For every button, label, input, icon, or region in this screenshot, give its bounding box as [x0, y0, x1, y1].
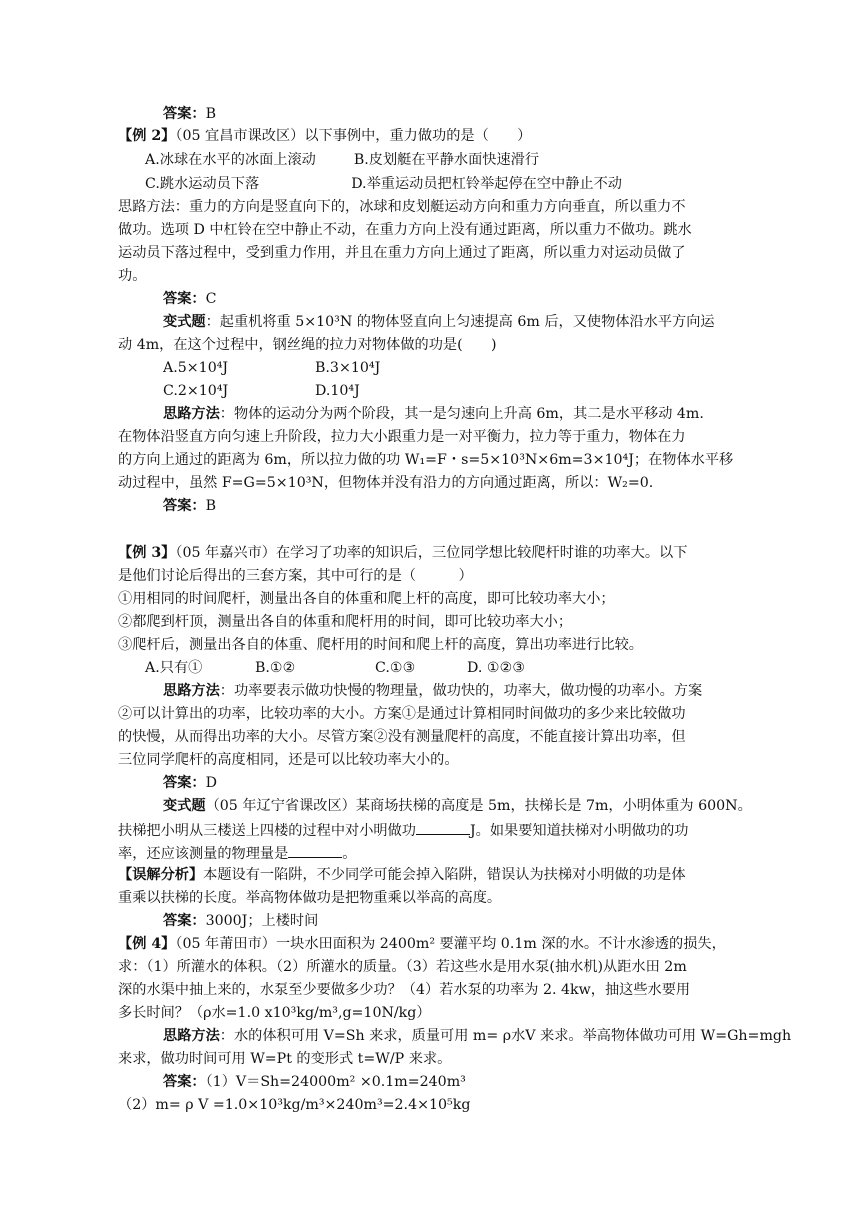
question-text: （05 年莆田市）一块水田面积为 2400m² 要灌平均 0.1m 深的水。不计水渗透的损失， — [175, 936, 726, 952]
question-text-part: J。如果要知道扶梯对小明做功的功 — [469, 823, 689, 839]
example-2-question — [118, 127, 531, 145]
question-text: ：起重机将重 5×10³N 的物体竖直向上匀速提高 6m 后，又使物体沿水平方向运 — [205, 314, 715, 330]
blank-quantity — [288, 843, 342, 858]
think-label: 思路方法 — [163, 683, 220, 699]
option-a: A.只有① — [145, 660, 203, 676]
think-label: 思路方法 — [163, 406, 220, 422]
mistake-text: 重乘以扶梯的长度。举高物体做功是把物重乘以举高的高度。 — [118, 890, 502, 906]
explanation-text: ：水的体积可用 V=Sh 来求，质量可用 m= ρ水V 来求。举高物体做功可用 W=Gh=mgh — [219, 1028, 792, 1044]
variant-label: 变式题 — [163, 314, 206, 330]
answer-line — [163, 1073, 466, 1091]
answer-line — [163, 774, 217, 792]
variant-label: 变式题 — [163, 798, 206, 814]
explanation-line: 在物体沿竖直方向匀速上升阶段，拉力大小跟重力是一对平衡力，拉力等于重力，物体在力 — [118, 429, 686, 445]
explanation-line: 动过程中，虽然 F=G=5×10³N，但物体并没有沿力的方向通过距离，所以：W₂=0. — [118, 475, 654, 491]
option-a: A.5×10⁴J — [163, 360, 229, 376]
example-4-question — [118, 935, 726, 953]
option-line — [145, 175, 622, 193]
option-b: B.①② — [255, 660, 296, 676]
answer-value: B — [205, 498, 217, 514]
answer-line — [163, 105, 216, 123]
question-text: 动 4m，在这个过程中，钢丝绳的拉力对物体做的功是( ) — [118, 337, 497, 353]
think-label: 思路方法 — [163, 1028, 220, 1044]
option-c: C.跳水运动员下落 — [145, 176, 260, 192]
answer-value: D — [205, 775, 217, 791]
option-c: C.2×10⁴J — [163, 383, 229, 399]
explanation-line — [163, 1027, 791, 1045]
answer-line — [163, 497, 216, 515]
option-c: C.①③ — [375, 660, 416, 676]
option-d: D. ①②③ — [467, 660, 526, 676]
explanation-line: 的快慢，从而得出功率的大小。尽管方案②没有测量爬杆的高度，不能直接计算出功率，但 — [118, 729, 686, 745]
option-line — [145, 659, 525, 677]
question-text-part: 扶梯把小明从三楼送上四楼的过程中对小明做功 — [118, 823, 416, 839]
option-b: B.皮划艇在平静水面快速滑行 — [353, 152, 540, 168]
option-d: D.举重运动员把杠铃举起停在空中静止不动 — [351, 176, 622, 192]
mistake-label: 【误解分析】 — [118, 867, 204, 883]
variant-question — [163, 313, 715, 331]
explanation-line: 运动员下落过程中，受到重力作用，并且在重力方向上通过了距离，所以重力对运动员做了 — [118, 245, 686, 261]
explanation-line: 的方向上通过的距离为 6m，所以拉力做的功 W₁=F・s=5×10³N×6m=3×10⁴J；在物体水平移 — [118, 452, 734, 468]
explanation-line: 三位同学爬杆的高度相同，还是可以比较功率大小的。 — [118, 752, 459, 768]
answer-line — [163, 290, 216, 308]
option-line — [163, 359, 380, 377]
mistake-analysis — [118, 866, 686, 884]
example-label: 【例 2】 — [118, 128, 176, 144]
answer-value: B — [205, 106, 217, 122]
question-text: （05 宜昌市课改区）以下事例中，重力做功的是（ ） — [175, 128, 532, 144]
answer-label: 答案： — [163, 498, 206, 514]
example-3-question — [118, 544, 687, 562]
mistake-text: 本题设有一陷阱，不少同学可能会掉入陷阱，错误认为扶梯对小明做的功是体 — [203, 867, 686, 883]
answer-label: 答案： — [163, 913, 206, 929]
answer-value: 3000J；上楼时间 — [205, 913, 319, 929]
question-text: （05 年辽宁省课改区）某商场扶梯的高度是 5m，扶梯长是 7m，小明体重为 600N。 — [205, 798, 752, 814]
example-label: 【例 4】 — [118, 936, 176, 952]
option-line — [145, 151, 539, 169]
option-a: A.冰球在水平的冰面上滚动 — [145, 152, 316, 168]
explanation-line: 思路方法：重力的方向是竖直向下的，冰球和皮划艇运动方向和重力方向垂直，所以重力不 — [118, 199, 686, 215]
plan-1: ①用相同的时间爬杆，测量出各自的体重和爬上杆的高度，即可比较功率大小； — [118, 591, 615, 607]
answer-value: （1）V＝Sh=24000m² ×0.1m=240m³ — [205, 1074, 466, 1090]
plan-2: ②都爬到杆顶，测量出各自的体重和爬杆用的时间，即可比较功率大小； — [118, 614, 573, 630]
answer-label: 答案： — [163, 1074, 206, 1090]
option-line — [163, 382, 360, 400]
variant-question — [163, 797, 752, 815]
question-text — [118, 820, 688, 840]
question-text: 多长时间？（ρ水=1.0 x10³kg/m³,g=10N/kg） — [118, 1005, 431, 1021]
blank-work — [416, 820, 470, 835]
question-text: （05 年嘉兴市）在学习了功率的知识后，三位同学想比较爬杆时谁的功率大。以下 — [175, 545, 688, 561]
explanation-line: ②可以计算出的功率，比较功率的大小。方案①是通过计算相同时间做功的多少来比较做功 — [118, 706, 686, 722]
answer-line: （2）m= ρ V =1.0×10³kg/m³×240m³=2.4×10⁵kg — [118, 1097, 471, 1113]
explanation-text: ：功率要表示做功快慢的物理量，做功快的，功率大，做功慢的功率小。方案 — [219, 683, 703, 699]
explanation-line — [163, 405, 704, 423]
answer-label: 答案： — [163, 106, 206, 122]
answer-line — [163, 912, 318, 930]
option-d: D.10⁴J — [315, 383, 360, 399]
question-text — [118, 843, 356, 863]
question-text: 深的水渠中抽上来的，水泵至少要做多少功？（4）若水泵的功率为 2. 4kw，抽这些水要用 — [118, 982, 691, 998]
question-text-part: 率，还应该测量的物理量是 — [118, 846, 289, 862]
plan-3: ③爬杆后，测量出各自的体重、爬杆用的时间和爬上杆的高度，算出功率进行比较。 — [118, 637, 643, 653]
question-text: 是他们讨论后得出的三套方案，其中可行的是（ ） — [118, 568, 473, 584]
question-text-part: 。 — [342, 846, 357, 862]
example-label: 【例 3】 — [118, 545, 176, 561]
explanation-line: 来求，做功时间可用 W=Pt 的变形式 t=W/P 来求。 — [118, 1051, 452, 1067]
explanation-text: ：物体的运动分为两个阶段，其一是匀速向上升高 6m，其二是水平移动 4m. — [219, 406, 704, 422]
answer-label: 答案： — [163, 775, 206, 791]
explanation-line: 做功。选项 D 中杠铃在空中静止不动，在重力方向上没有通过距离，所以重力不做功。跳水 — [118, 222, 692, 238]
answer-value: C — [205, 291, 217, 307]
explanation-line: 功。 — [118, 268, 147, 284]
question-text: 求：（1）所灌水的体积。（2）所灌水的质量。（3）若这些水是用水泵(抽水机)从距水田 2m — [118, 959, 687, 975]
option-b: B.3×10⁴J — [315, 360, 381, 376]
answer-label: 答案： — [163, 291, 206, 307]
explanation-line — [163, 682, 702, 700]
